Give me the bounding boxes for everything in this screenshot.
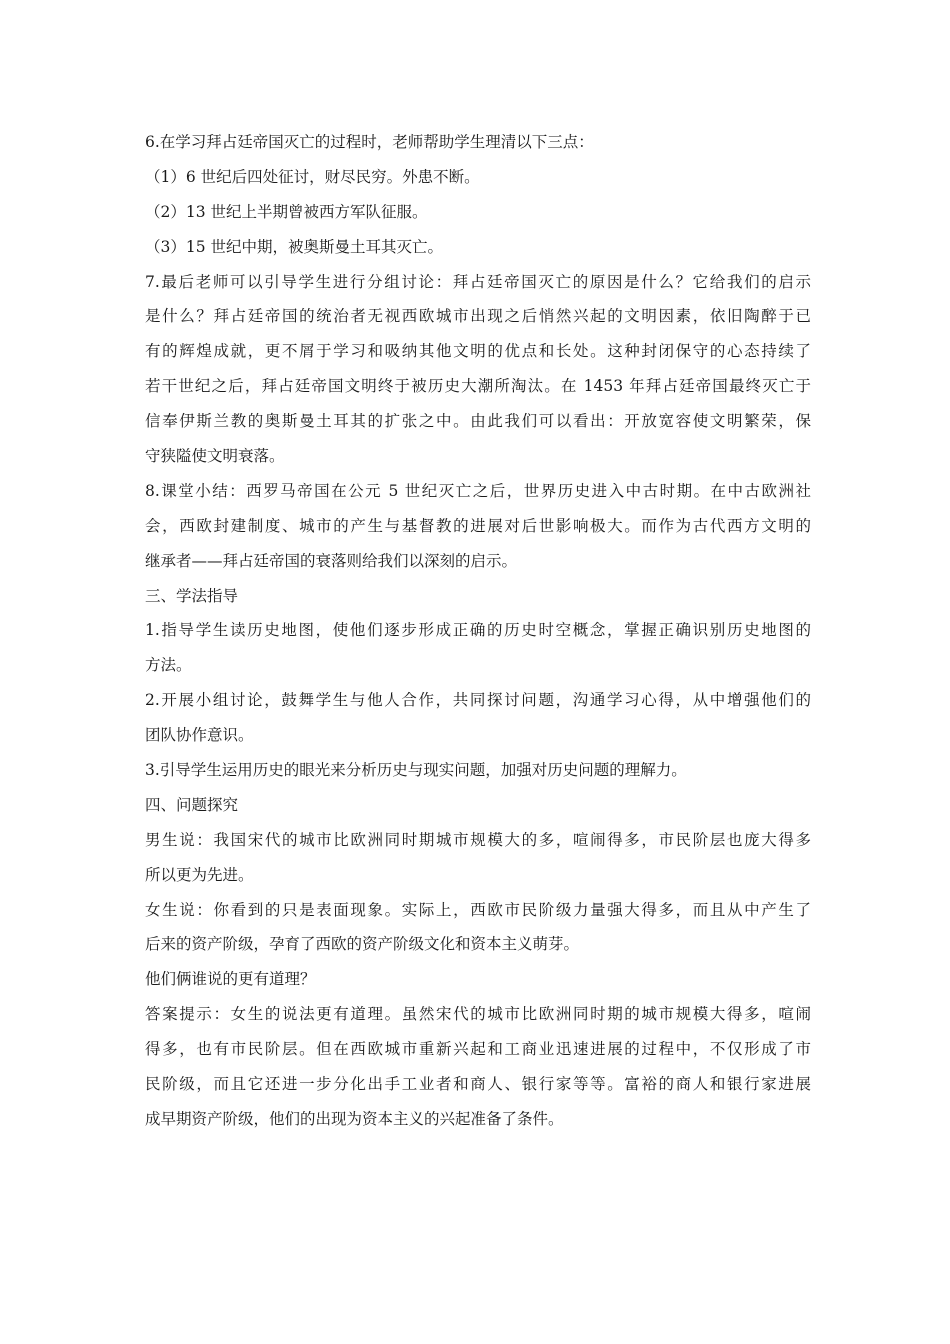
text-line: （1）6 世纪后四处征讨，财尽民穷。外患不断。 — [145, 167, 480, 186]
document-body — [145, 125, 811, 1137]
text-line: 若干世纪之后，拜占廷帝国文明终于被历史大潮所淘汰。在 1453 年拜占廷帝国最终灭亡于 — [145, 377, 811, 396]
text-line: 答案提示：女生的说法更有道理。虽然宋代的城市比欧洲同时期的城市规模大得多，喧闹 — [145, 1005, 811, 1024]
text-line: 继承者——拜占廷帝国的衰落则给我们以深刻的启示。 — [145, 551, 518, 570]
text-line: 他们俩谁说的更有道理？ — [145, 970, 316, 989]
text-line: 3.引导学生运用历史的眼光来分析历史与现实问题，加强对历史问题的理解力。 — [145, 761, 687, 780]
text-line: 7.最后老师可以引导学生进行分组讨论：拜占廷帝国灭亡的原因是什么？它给我们的启示 — [145, 272, 811, 291]
text-line: 信奉伊斯兰教的奥斯曼土耳其的扩张之中。由此我们可以看出：开放宽容使文明繁荣，保 — [145, 412, 811, 431]
text-line: 女生说：你看到的只是表面现象。实际上，西欧市民阶级力量强大得多，而且从中产生了 — [145, 900, 811, 919]
text-line: 方法。 — [145, 656, 192, 675]
text-line: 男生说：我国宋代的城市比欧洲同时期城市规模大的多，喧闹得多，市民阶层也庞大得多 — [145, 830, 811, 849]
text-line: 守狭隘使文明衰落。 — [145, 447, 285, 466]
text-line: 后来的资产阶级，孕育了西欧的资产阶级文化和资本主义萌芽。 — [145, 935, 580, 954]
text-line: 所以更为先进。 — [145, 865, 254, 884]
text-line: 是什么？拜占廷帝国的统治者无视西欧城市出现之后悄然兴起的文明因素，依旧陶醉于已 — [145, 307, 811, 326]
text-line: 成早期资产阶级，他们的出现为资本主义的兴起准备了条件。 — [145, 1109, 564, 1128]
text-line: 6.在学习拜占廷帝国灭亡的过程时，老师帮助学生理清以下三点： — [145, 133, 594, 151]
text-line: 民阶级，而且它还进一步分化出手工业者和商人、银行家等等。富裕的商人和银行家进展 — [145, 1075, 811, 1094]
text-line: 2.开展小组讨论，鼓舞学生与他人合作，共同探讨问题，沟通学习心得，从中增强他们的 — [145, 691, 811, 710]
text-line: 1.指导学生读历史地图，使他们逐步形成正确的历史时空概念，掌握正确识别历史地图的 — [145, 621, 811, 640]
section-heading: 三、学法指导 — [145, 586, 239, 605]
section-heading: 四、问题探究 — [145, 795, 239, 814]
text-line: 会，西欧封建制度、城市的产生与基督教的进展对后世影响极大。而作为古代西方文明的 — [145, 516, 811, 535]
text-line: 8.课堂小结：西罗马帝国在公元 5 世纪灭亡之后，世界历史进入中古时期。在中古欧洲社 — [145, 481, 811, 500]
text-line: （2）13 世纪上半期曾被西方军队征服。 — [145, 202, 428, 221]
text-line: 有的辉煌成就，更不屑于学习和吸纳其他文明的优点和长处。这种封闭保守的心态持续了 — [145, 342, 811, 361]
text-line: 团队协作意识。 — [145, 726, 254, 745]
text-line: 得多，也有市民阶层。但在西欧城市重新兴起和工商业迅速进展的过程中，不仅形成了市 — [145, 1040, 811, 1059]
text-line: （3）15 世纪中期，被奥斯曼土耳其灭亡。 — [145, 237, 444, 256]
